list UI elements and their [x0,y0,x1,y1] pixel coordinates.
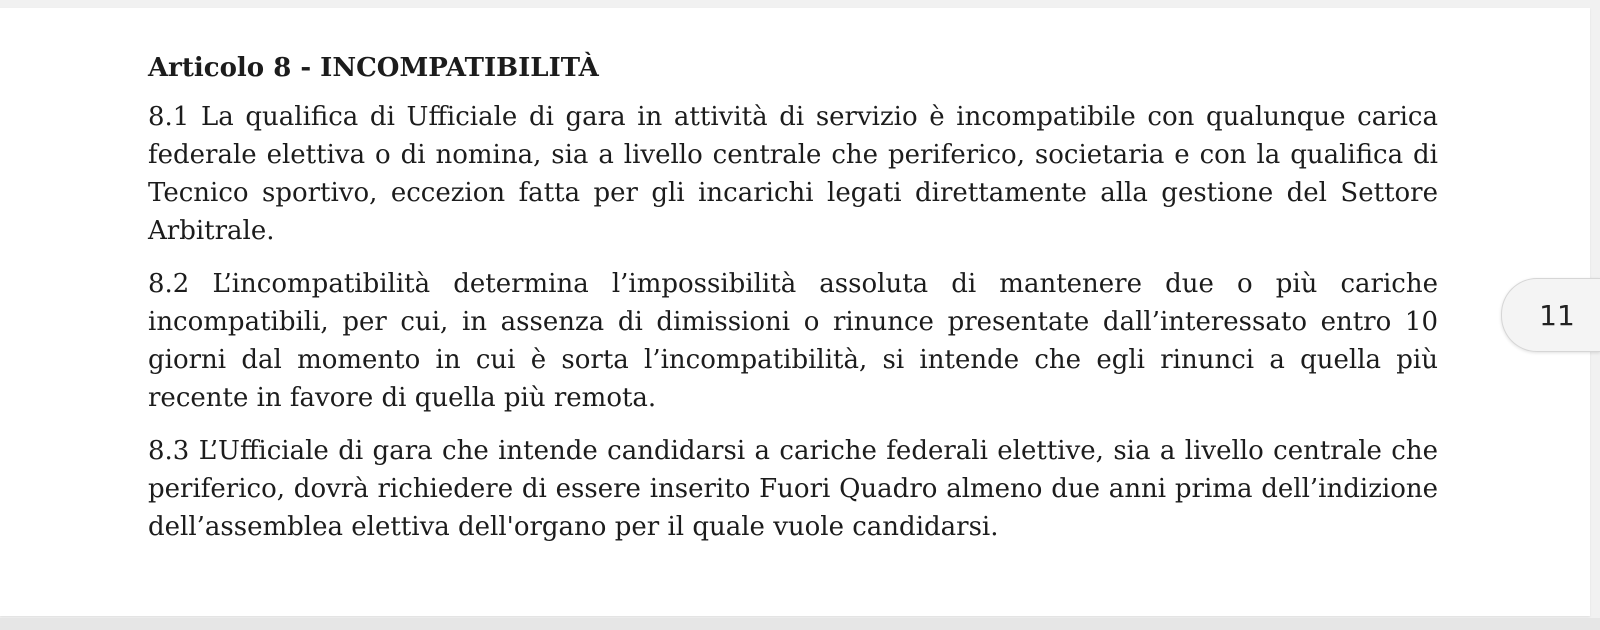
page-number-label: 11 [1539,298,1575,332]
paragraph-8-3: 8.3 L’Ufficiale di gara che intende candidarsi a cariche federali elettive, sia a livello centrale che periferico, dovrà richiedere di essere inserito Fuori Quadro almeno due anni prima dell’indizione dell’assemblea elettiva dell'organo per il quale vuole candidarsi. [148,436,1438,542]
page-number-scroll-handle[interactable] [1501,278,1600,352]
document-page [0,8,1590,616]
article-heading: Articolo 8 - INCOMPATIBILITÀ [148,53,599,83]
paragraph-8-2: 8.2 L’incompatibilità determina l’impossibilità assoluta di mantenere due o più cariche incompatibili, per cui, in assenza di dimissioni o rinunce presentate dall’interessato entro 10 giorni dal momento in cui è sorta l’incompatibilità, si intende che egli rinunci a quella più recente in favore di quella più remota. [148,269,1438,413]
page-content [148,48,1438,561]
paragraph-8-1: 8.1 La qualifica di Ufficiale di gara in attività di servizio è incompatibile con qualunque carica federale elettiva o di nomina, sia a livello centrale che periferico, societaria e con la qualifica di Tecnico sportivo, eccezion fatta per gli incarichi legati direttamente alla gestione del Settore Arbitrale. [148,102,1438,246]
bottom-bar [0,618,1600,630]
